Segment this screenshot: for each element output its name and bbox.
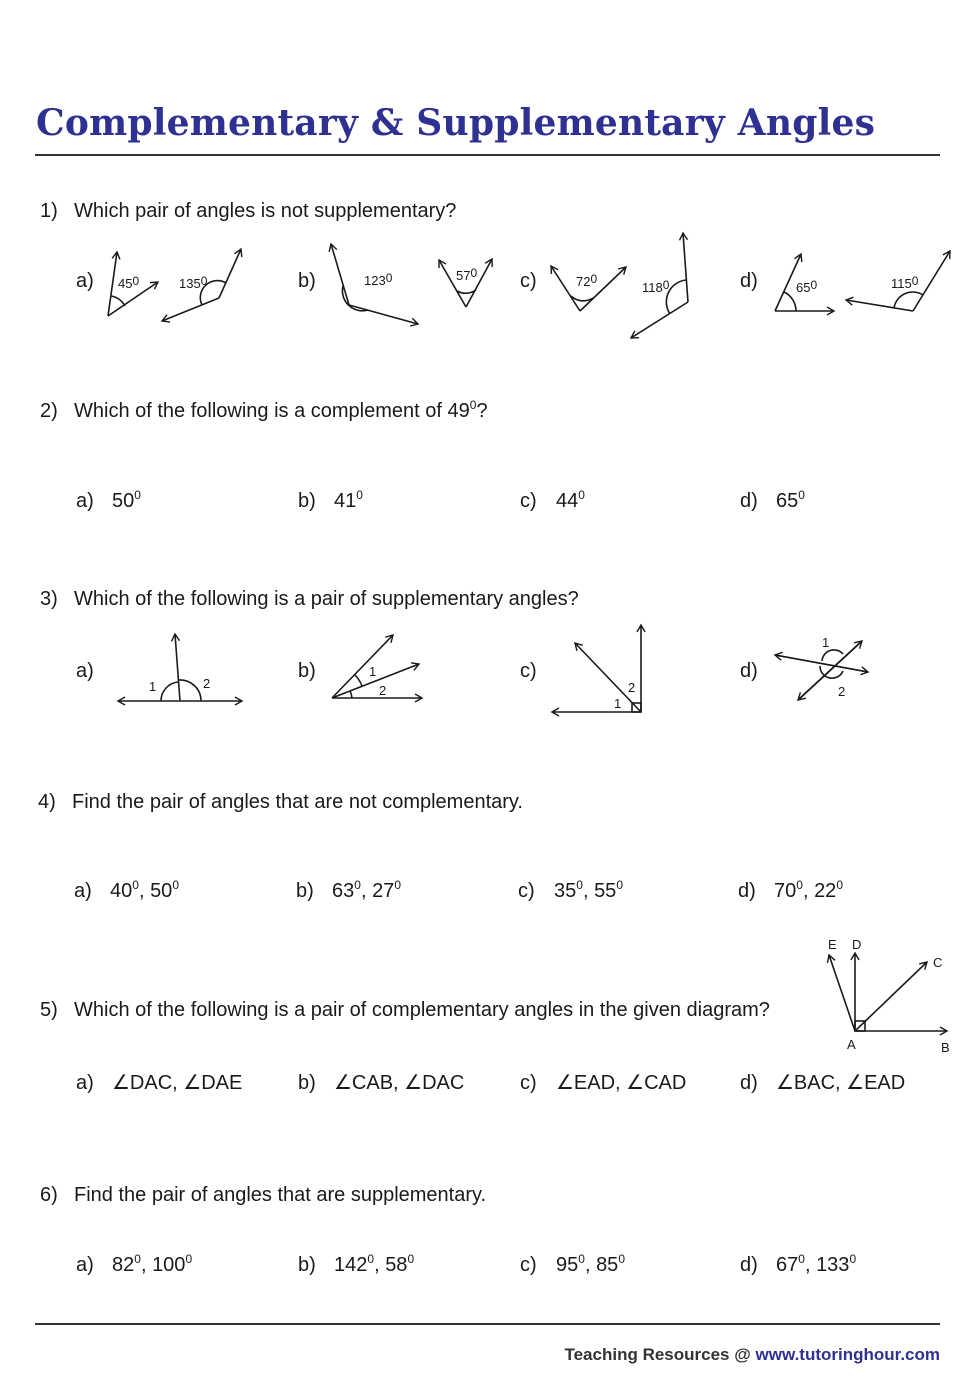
q1d-angle-label-65: $65^0$ bbox=[796, 278, 818, 295]
question-number: 1) bbox=[40, 200, 58, 222]
q5-label-b: B bbox=[941, 1040, 950, 1055]
q1d-angle-label-115: $115^0$ bbox=[891, 274, 919, 291]
question-number: 5) bbox=[40, 999, 58, 1021]
q3b-mark-1: 1 bbox=[369, 664, 377, 679]
q2-option-b[interactable]: b) $41^0$ bbox=[298, 488, 363, 512]
question-text: Which pair of angles is not supplementary? bbox=[74, 200, 457, 222]
q1a-angle-label-45: $45^0$ bbox=[118, 274, 140, 291]
q1c-angle-label-118: $118^0$ bbox=[642, 278, 670, 295]
question-number: 3) bbox=[40, 588, 58, 610]
q6-option-d[interactable]: d) $67^0$, $133^0$ bbox=[740, 1252, 857, 1276]
q1b-angle-label-123: $123^0$ bbox=[364, 271, 393, 288]
question-6 bbox=[40, 1184, 486, 1207]
q3a-mark-1: 1 bbox=[149, 679, 157, 694]
q3d-mark-2: 2 bbox=[838, 684, 846, 699]
q1b-angle-label-57: $57^0$ bbox=[456, 266, 478, 283]
question-text: Which of the following is a complement of 49 bbox=[74, 400, 470, 422]
q1-option-d-label[interactable]: d) bbox=[740, 270, 758, 292]
q3d-mark-1: 1 bbox=[822, 635, 830, 650]
q5-label-a: A bbox=[847, 1037, 856, 1052]
q4-option-c[interactable]: c) $35^0$, $55^0$ bbox=[518, 878, 623, 902]
q1-option-c-label[interactable]: c) bbox=[520, 270, 537, 292]
question-text: Find the pair of angles that are not complementary. bbox=[72, 791, 523, 813]
footer-prefix: Teaching Resources @ bbox=[564, 1345, 756, 1364]
question-text: Which of the following is a pair of supplementary angles? bbox=[74, 588, 579, 610]
q6-option-b[interactable]: b) $142^0$, $58^0$ bbox=[298, 1252, 415, 1276]
question-number: 2) bbox=[40, 400, 58, 422]
q1-option-b-label[interactable]: b) bbox=[298, 270, 316, 292]
q5-option-d[interactable]: d) ∠BAC, ∠EAD bbox=[740, 1072, 906, 1094]
q6-option-a[interactable]: a) $82^0$, $100^0$ bbox=[76, 1252, 193, 1276]
page-title: Complementary & Supplementary Angles bbox=[36, 102, 876, 144]
q3c-mark-1: 1 bbox=[614, 696, 622, 711]
question-text: Find the pair of angles that are supplementary. bbox=[74, 1184, 487, 1206]
q3-option-a-label[interactable]: a) bbox=[76, 660, 94, 682]
q3b-mark-2: 2 bbox=[379, 683, 387, 698]
q3-option-b-label[interactable]: b) bbox=[298, 660, 316, 682]
q5-option-c[interactable]: c) ∠EAD, ∠CAD bbox=[520, 1072, 687, 1094]
q5-label-c: C bbox=[933, 955, 943, 970]
q2-option-d[interactable]: d) $65^0$ bbox=[740, 488, 805, 512]
q2-option-a[interactable]: a) $50^0$ bbox=[76, 488, 141, 512]
q2-option-c[interactable]: c) $44^0$ bbox=[520, 488, 585, 512]
q4-option-b[interactable]: b) $63^0$, $27^0$ bbox=[296, 878, 401, 902]
q3c-mark-2: 2 bbox=[628, 680, 636, 695]
q6-option-c[interactable]: c) $95^0$, $85^0$ bbox=[520, 1252, 625, 1276]
footer-link[interactable]: www.tutoringhour.com bbox=[755, 1345, 940, 1364]
q3-option-d-label[interactable]: d) bbox=[740, 660, 758, 682]
q1a-angle-label-135: $135^0$ bbox=[179, 274, 208, 291]
q4-option-a[interactable]: a) $40^0$, $50^0$ bbox=[74, 878, 179, 902]
question-number: 6) bbox=[40, 1184, 58, 1206]
q3a-mark-2: 2 bbox=[203, 676, 211, 691]
q3-option-c-label[interactable]: c) bbox=[520, 660, 537, 682]
question-number: 4) bbox=[38, 791, 56, 813]
q5-option-b[interactable]: b) ∠CAB, ∠DAC bbox=[298, 1072, 465, 1094]
q5-option-a[interactable]: a) ∠DAC, ∠DAE bbox=[76, 1072, 243, 1094]
q5-label-e: E bbox=[828, 937, 837, 952]
q1c-angle-label-72: $72^0$ bbox=[576, 272, 598, 289]
footer-divider bbox=[35, 1323, 940, 1325]
footer bbox=[564, 1345, 940, 1365]
q5-label-d: D bbox=[852, 937, 862, 952]
question-text: Which of the following is a pair of complementary angles in the given diagram? bbox=[74, 999, 770, 1021]
question-2: 2) Which of the following is a complement of $49^0$? bbox=[40, 398, 488, 422]
q1-option-a-label[interactable]: a) bbox=[76, 270, 94, 292]
q4-option-d[interactable]: d) $70^0$, $22^0$ bbox=[738, 878, 843, 902]
